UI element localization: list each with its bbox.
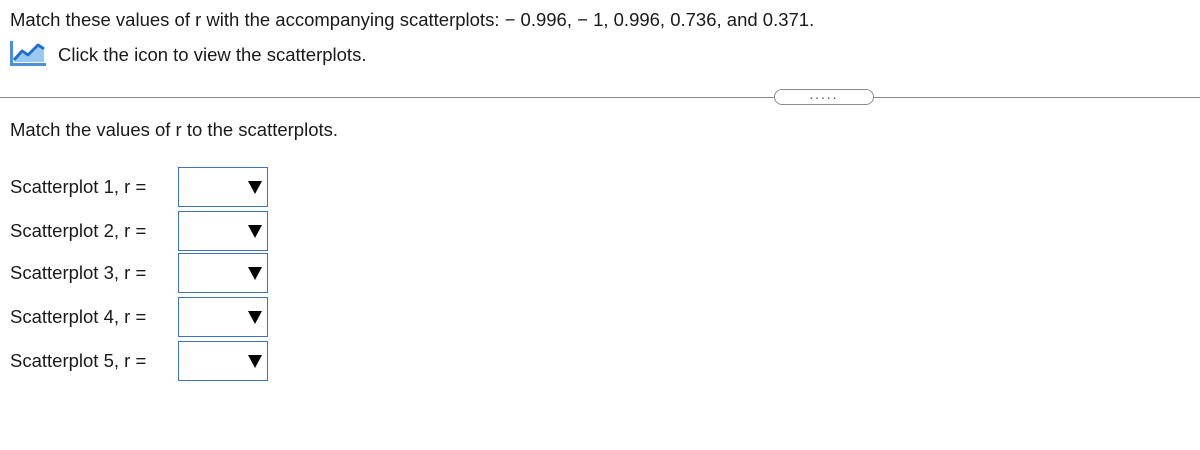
dropdown-arrow-icon <box>248 311 262 324</box>
dropdown-arrow-icon <box>248 181 262 194</box>
scatterplot-2-row <box>10 211 268 251</box>
expand-button[interactable] <box>774 89 874 105</box>
scatterplot-2-label: Scatterplot 2, r = <box>10 220 147 241</box>
question-text: Match these values of r with the accompanying scatterplots: − 0.996, − 1, 0.996, 0.736, and 0.371. <box>10 9 815 30</box>
line-graph-icon[interactable] <box>10 41 50 69</box>
scatterplot-5-label: Scatterplot 5, r = <box>10 350 147 371</box>
section-divider <box>0 97 1200 98</box>
scatterplot-3-label: Scatterplot 3, r = <box>10 262 147 283</box>
view-scatterplots-text[interactable]: Click the icon to view the scatterplots. <box>58 44 367 65</box>
scatterplot-4-dropdown[interactable] <box>178 297 268 337</box>
scatterplot-1-row <box>10 167 268 207</box>
scatterplot-3-row <box>10 253 268 293</box>
scatterplot-5-dropdown[interactable] <box>178 341 268 381</box>
scatterplot-2-dropdown[interactable] <box>178 211 268 251</box>
scatterplot-3-dropdown[interactable] <box>178 253 268 293</box>
scatterplot-1-dropdown[interactable] <box>178 167 268 207</box>
dropdown-arrow-icon <box>248 355 262 368</box>
scatterplot-4-label: Scatterplot 4, r = <box>10 306 147 327</box>
view-scatterplots-link[interactable] <box>10 41 366 69</box>
ellipsis-icon: ..... <box>809 88 839 102</box>
dropdown-arrow-icon <box>248 267 262 280</box>
instruction-text: Match the values of r to the scatterplots. <box>10 119 339 140</box>
dropdown-arrow-icon <box>248 225 262 238</box>
scatterplot-5-row <box>10 341 268 381</box>
scatterplot-4-row <box>10 297 268 337</box>
scatterplot-1-label: Scatterplot 1, r = <box>10 176 147 197</box>
